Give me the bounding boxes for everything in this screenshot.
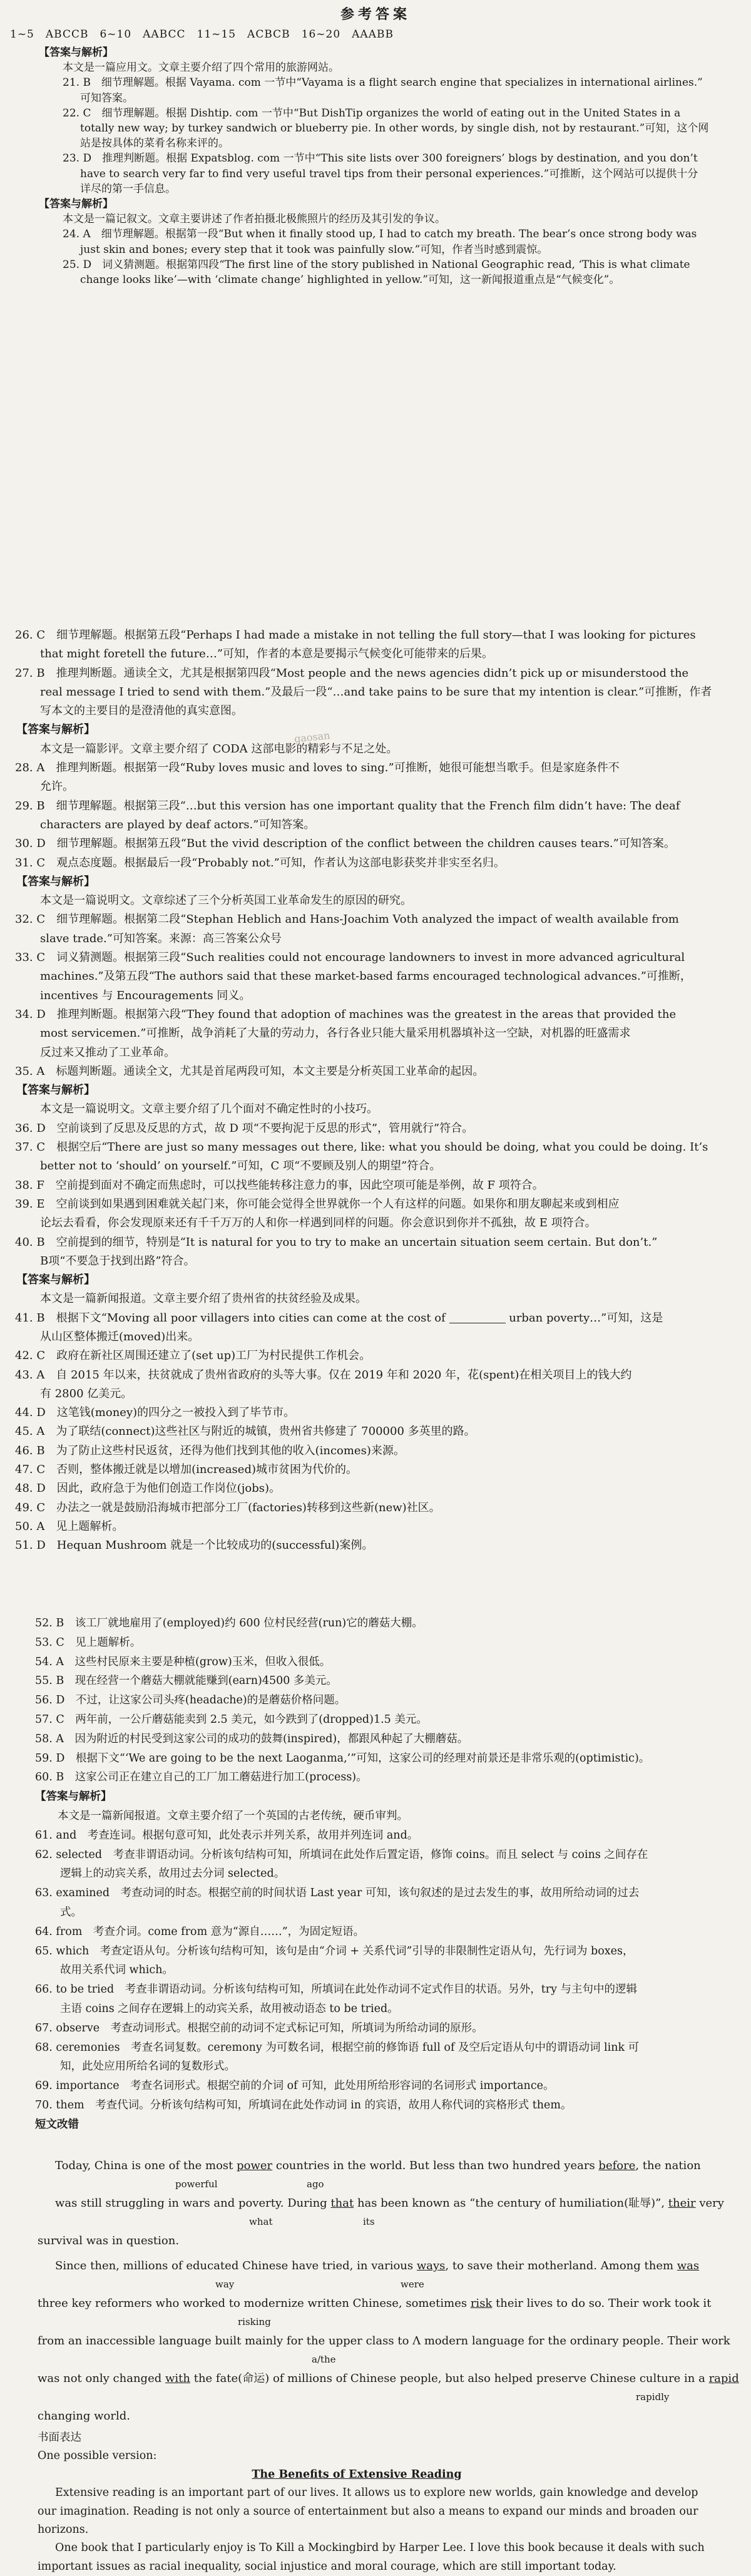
underlined-word: risk <box>470 2297 493 2310</box>
correction-line: survival was in question. <box>38 2234 180 2247</box>
answer-item: 34. D 推理判断题。根据第六段“They found that adoption of machines was the greatest in the areas that provided the <box>15 1007 677 1021</box>
section-grammar <box>0 1614 751 2135</box>
writing-heading: 书面表达 <box>38 2431 81 2444</box>
answer-continuation: characters are played by deaf actors.”可知答案。 <box>40 818 315 831</box>
correction-line: changing world. <box>38 2409 130 2423</box>
answer-continuation: 主语 coins 之间存在逻辑上的动宾关系，故用被动语态 to be tried。 <box>60 2002 399 2015</box>
correction-marks <box>0 2178 751 2191</box>
correction-word: way <box>215 2279 235 2290</box>
answer-item: 46. B 为了防止这些村民返贫，还得为他们找到其他的收入(incomes)来源。 <box>15 1444 405 1457</box>
correction-word: powerful <box>175 2178 218 2190</box>
answer-continuation: 故用关系代词 which。 <box>60 1964 173 1977</box>
correction-marks <box>0 2216 751 2229</box>
answer-item: 23. D 推理判断题。根据 Expatsblog. com 一节中“This site lists over 300 foreigners’ blogs by destination, and you don’t <box>63 152 698 165</box>
section-label: 【答案与解析】 <box>39 46 113 59</box>
answer-continuation: slave trade.”可知答案。来源：高三答案公众号 <box>40 931 282 945</box>
answer-continuation: most servicemen.”可推断，战争消耗了大量的劳动力，各行各业只能大量采用机器填补这一空缺，对机器的旺盛需求 <box>40 1027 631 1040</box>
answer-continuation: better not to ‘should’ on yourself.”可知，C 项“不要顾及别人的期望”符合。 <box>40 1159 441 1173</box>
answer-continuation: 从山区整体搬迁(moved)出来。 <box>40 1330 200 1343</box>
underlined-word: their <box>668 2197 696 2210</box>
answer-item: 26. C 细节理解题。根据第五段“Perhaps I had made a mistake in not telling the full story—that I was looking for pictures <box>15 629 696 642</box>
answer-item: 61. and 考查连词。根据句意可知，此处表示并列关系，故用并列连词 and。 <box>35 1829 419 1842</box>
answer-item: 70. them 考查代词。分析该句结构可知，所填词在此处作动词 in 的宾语，故用人称代词的宾格形式 them。 <box>35 2098 572 2112</box>
answer-continuation: just skin and bones; every step that it took was painfully slow.”可知，作者当时感到震惊。 <box>80 243 548 256</box>
answer-continuation: real message I tried to send with them.”及最后一段“…and take pains to be sure that my intention is clear.”可推断，作者 <box>40 685 712 699</box>
answer-item: 31. C 观点态度题。根据最后一段“Probably not.”可知，作者认为这部电影获奖并非实至名归。 <box>15 856 505 870</box>
answer-continuation: machines.”及第五段“The authors said that these market-based farms encouraged technological advances.”可推断， <box>40 970 692 983</box>
answer-item: 43. A 自 2015 年以来，扶贫就成了贵州省政府的头等大事。仅在 2019 年和 2020 年，花(spent)在相关项目上的钱大约 <box>15 1368 632 1382</box>
answer-continuation: incentives 与 Encouragements 同义。 <box>40 988 251 1002</box>
correction-word: rapidly <box>636 2391 670 2403</box>
answer-item: 47. C 否则，整体搬迁就是以增加(increased)城市贫困为代价的。 <box>15 1463 357 1477</box>
correction-marks <box>0 2354 751 2366</box>
correction-line: was not only changed with the fate(命运) of millions of Chinese people, but also helped preserve Chinese culture in a rapid <box>38 2372 739 2385</box>
answer-continuation: change looks like’—with ‘climate change’ highlighted in yellow.”可知，这一新闻报道重点是“气候变化”。 <box>80 274 620 287</box>
answer-item: 58. A 因为附近的村民受到这家公司的成功的鼓舞(inspired)，都跟风种起了大棚蘑菇。 <box>35 1732 469 1745</box>
answer-item: 50. A 见上题解析。 <box>15 1519 124 1533</box>
correction-word: were <box>401 2279 424 2290</box>
section-label: 【答案与解析】 <box>35 1790 112 1804</box>
page-title: 参考答案 <box>340 6 411 23</box>
answer-item: 29. B 细节理解题。根据第三段“…but this version has one important quality that the French film didn’t have: The deaf <box>15 799 680 813</box>
answer-item: 56. D 不过，让这家公司头疼(headache)的是蘑菇价格问题。 <box>35 1694 346 1707</box>
writing-version-label: One possible version: <box>38 2450 157 2463</box>
answer-continuation: have to search very far to find very useful travel tips from their personal experiences.”可推断，这个网站可以提供十分 <box>80 167 698 180</box>
answer-continuation: that might foretell the future…”可知，作者的本意是要揭示气候变化可能带来的后果。 <box>40 647 494 661</box>
answer-continuation: 知，此处应用所给名词的复数形式。 <box>60 2060 235 2073</box>
answer-continuation: 逻辑上的动宾关系，故用过去分词 selected。 <box>60 1867 285 1881</box>
section-error-correction-and-writing <box>0 2153 751 2576</box>
correction-marks <box>0 2316 751 2329</box>
section-label: 【答案与解析】 <box>16 1084 95 1097</box>
answer-item: 52. B 该工厂就地雇用了(employed)约 600 位村民经营(run)它的蘑菇大棚。 <box>35 1617 423 1629</box>
passage-summary: 本文是一篇说明文。文章综述了三个分析英国工业革命发生的原因的研究。 <box>40 894 412 908</box>
answer-item: 65. which 考查定语从句。分析该句结构可知，该句是由“介词 + 关系代词”引导的非限制性定语从句，先行词为 boxes， <box>35 1944 634 1958</box>
correction-word: a/the <box>312 2354 336 2365</box>
answer-item: 48. D 因此，政府急于为他们创造工作岗位(jobs)。 <box>15 1482 280 1496</box>
passage-summary: 本文是一篇新闻报道。文章主要介绍了贵州省的扶贫经验及成果。 <box>40 1292 367 1306</box>
underlined-word: before <box>598 2159 636 2172</box>
answer-item: 38. F 空前提到面对不确定而焦虑时，可以找些能转移注意力的事，因此空项可能是举例，故 F 项符合。 <box>15 1178 544 1192</box>
answer-item: 51. D Hequan Mushroom 就是一个比较成功的(successful)案例。 <box>15 1539 374 1552</box>
answer-item: 55. B 现在经营一个蘑菇大棚就能赚到(earn)4500 多美元。 <box>35 1675 337 1688</box>
watermark-text: gaosan <box>294 729 331 745</box>
passage-summary: 本文是一篇影评。文章主要介绍了 CODA 这部电影的精彩与不足之处。 <box>40 742 398 756</box>
correction-word: risking <box>238 2316 271 2327</box>
correction-line: Today, China is one of the most power countries in the world. But less than two hundred years before, the nation <box>55 2159 701 2172</box>
correction-marks <box>0 2279 751 2291</box>
answer-item: 24. A 细节理解题。根据第一段“But when it finally stood up, I had to catch my breath. The bear’s once strong body was <box>63 228 697 241</box>
answer-continuation: 式。 <box>60 1906 82 1919</box>
answer-item: 32. C 细节理解题。根据第二段“Stephan Heblich and Hans-Joachim Voth analyzed the impact of wealth available from <box>15 913 679 926</box>
answer-item: 66. to be tried 考查非谓语动词。分析该句结构可知，所填词在此处作动词不定式作目的状语。另外，try 与主句中的逻辑 <box>35 1983 638 1996</box>
essay-line: important issues as racial inequality, social injustice and moral courage, which are still important today. <box>38 2560 616 2573</box>
answer-item: 40. B 空前提到的细节，特别是“It is natural for you to try to make an uncertain situation seem certain. But don’t.” <box>15 1235 658 1249</box>
answer-item: 30. D 细节理解题。根据第五段“But the vivid description of the conflict between the children causes tears.”可知答案。 <box>15 837 675 851</box>
answer-item: 57. C 两年前，一公斤蘑菇能卖到 2.5 美元，如今跌到了(dropped)1.5 美元。 <box>35 1713 427 1726</box>
answer-continuation: 有 2800 亿美元。 <box>40 1387 133 1400</box>
correction-line: from an inaccessible language built mainly for the upper class to Λ modern language for the ordinary people. Their work <box>38 2334 730 2348</box>
section-label: 【答案与解析】 <box>16 875 95 888</box>
answer-item: 45. A 为了联结(connect)这些社区与附近的城镇，贵州省共修建了 700000 多英里的路。 <box>15 1425 476 1439</box>
section-label: 短文改错 <box>35 2118 79 2131</box>
passage-summary: 本文是一篇新闻报道。文章主要介绍了一个英国的古老传统，硬币审判。 <box>58 1809 408 1822</box>
underlined-word: was <box>677 2259 700 2272</box>
section-label: 【答案与解析】 <box>16 723 95 737</box>
passage-summary: 本文是一篇记叙文。文章主要讲述了作者拍摄北极熊照片的经历及其引发的争议。 <box>63 213 446 226</box>
answer-item: 21. B 细节理解题。根据 Vayama. com 一节中“Vayama is a flight search engine that specializes in international airlines.” <box>63 76 703 90</box>
section-label: 【答案与解析】 <box>39 198 113 211</box>
answer-item: 22. C 细节理解题。根据 Dishtip. com 一节中“But DishTip organizes the world of eating out in the United States in a <box>63 106 681 120</box>
answer-continuation: totally new way; by turkey sandwich or blueberry pie. In other words, by single dish, not by restaurant.”可知，这个网 <box>80 122 709 135</box>
answer-item: 69. importance 考查名词形式。根据空前的介词 of 可知，此处用所给形容词的名词形式 importance。 <box>35 2080 554 2093</box>
passage-summary: 本文是一篇应用文。文章主要介绍了四个常用的旅游网站。 <box>63 61 339 74</box>
essay-line: horizons. <box>38 2523 89 2537</box>
answer-item: 67. observe 考查动词形式。根据空前的动词不定式标记可知，所填词为所给动词的原形。 <box>35 2021 483 2035</box>
answer-item: 59. D 根据下文“‘We are going to be the next Laoganma,’”可知，这家公司的经理对前景还是非常乐观的(optimistic)。 <box>35 1752 650 1765</box>
underlined-word: rapid <box>708 2372 739 2385</box>
answer-continuation: 可知答案。 <box>80 91 133 105</box>
answer-continuation: 反过来又推动了工业革命。 <box>40 1045 175 1059</box>
answer-continuation: B项“不要急于找到出路”符合。 <box>40 1254 195 1268</box>
correction-word: ago <box>307 2178 324 2190</box>
answer-item: 53. C 见上题解析。 <box>35 1636 141 1649</box>
underlined-word: power <box>237 2159 273 2172</box>
essay-title: The Benefits of Extensive Reading <box>252 2468 462 2481</box>
section-reading-part1 <box>0 45 751 287</box>
answer-continuation: 写本文的主要目的是澄清他的真实意图。 <box>40 704 243 718</box>
section-label: 【答案与解析】 <box>16 1273 95 1287</box>
correction-line: Since then, millions of educated Chinese have tried, in various ways, to save their motherland. Among them was <box>55 2259 700 2272</box>
essay-line: our imagination. Reading is not only a source of entertainment but also a means to expand our minds and broaden our <box>38 2505 698 2518</box>
answer-item: 39. E 空前谈到如果遇到困难就关起门来，你可能会觉得全世界就你一个人有这样的问题。如果你和朋友聊起来或到相应 <box>15 1197 620 1211</box>
answer-item: 63. examined 考查动词的时态。根据空前的时间状语 Last year 可知，该句叙述的是过去发生的事，故用所给动词的过去 <box>35 1887 640 1900</box>
answer-item: 35. A 标题判断题。通读全文，尤其是首尾两段可知，本文主要是分析英国工业革命的起因。 <box>15 1064 484 1078</box>
answer-continuation: 论坛去看看，你会发现原来还有千千万万的人和你一样遇到同样的问题。你会意识到你并不孤独，故 E 项符合。 <box>40 1216 596 1230</box>
answer-item: 41. B 根据下文“Moving all poor villagers into cities can come at the cost of urban poverty…”可知，这是 <box>15 1311 663 1325</box>
answer-item: 68. ceremonies 考查名词复数。ceremony 为可数名词，根据空前的修饰语 full of 及空后定语从句中的谓语动词 link 可 <box>35 2041 640 2054</box>
answer-continuation: 详尽的第一手信息。 <box>80 182 176 195</box>
answer-item: 33. C 词义猜测题。根据第三段“Such realities could not encourage landowners to invest in more advanced agricultural <box>15 951 685 965</box>
answer-item: 37. C 根据空后“There are just so many messages out there, like: what you should be doing, what you could be doing. It’s <box>15 1141 708 1154</box>
underlined-word: that <box>330 2197 354 2210</box>
correction-word: what <box>249 2216 273 2227</box>
answer-item: 54. A 这些村民原来主要是种植(grow)玉米，但收入很低。 <box>35 1655 331 1668</box>
correction-line: was still struggling in wars and poverty. During that has been known as “the century of humiliation(耻辱)”, their very <box>55 2197 724 2210</box>
choice-answer-key: 1~5 ABCCB 6~10 AABCC 11~15 ACBCB 16~20 AAABB <box>10 28 394 41</box>
answer-continuation: 站是按具体的菜肴名称来评的。 <box>80 137 229 150</box>
answer-item: 42. C 政府在新社区周围还建立了(set up)工厂为村民提供工作机会。 <box>15 1349 371 1363</box>
answer-item: 25. D 词义猜测题。根据第四段“The first line of the story published in National Geographic read, ‘This is what climate <box>63 258 690 271</box>
essay-line: One book that I particularly enjoy is To Kill a Mockingbird by Harper Lee. I love this book because it deals with such <box>55 2542 705 2555</box>
blank-gap <box>449 1311 506 1323</box>
essay-line: Extensive reading is an important part of our lives. It allows us to explore new worlds, gain knowledge and develop <box>55 2486 698 2500</box>
underlined-word: ways <box>416 2259 446 2272</box>
answer-item: 60. B 这家公司正在建立自己的工厂加工蘑菇进行加工(process)。 <box>35 1771 367 1784</box>
answer-item: 64. from 考查介词。come from 意为“源自……”，为固定短语。 <box>35 1925 365 1938</box>
correction-word: its <box>363 2216 375 2227</box>
correction-marks <box>0 2391 751 2404</box>
answer-item: 49. C 办法之一就是鼓励沿海城市把部分工厂(factories)转移到这些新(new)社区。 <box>15 1501 441 1514</box>
section-reading-part2 <box>0 626 751 1556</box>
answer-item: 36. D 空前谈到了反思及反思的方式，故 D 项“不要拘泥于反思的形式”，管用就行”符合。 <box>15 1121 474 1135</box>
answer-item: 44. D 这笔钱(money)的四分之一被投入到了毕节市。 <box>15 1406 295 1420</box>
answer-item: 28. A 推理判断题。根据第一段“Ruby loves music and loves to sing.”可推断，她很可能想当歌手。但是家庭条件不 <box>15 761 620 775</box>
underlined-word: with <box>165 2372 190 2385</box>
answer-item: 62. selected 考查非谓语动词。分析该句结构可知，所填词在此处作后置定语，修饰 coins。而且 select 与 coins 之间存在 <box>35 1848 648 1861</box>
passage-summary: 本文是一篇说明文。文章主要介绍了几个面对不确定性时的小技巧。 <box>40 1102 378 1116</box>
answer-item: 27. B 推理判断题。通读全文，尤其是根据第四段“Most people and the news agencies didn’t pick up or misunderstood the <box>15 666 689 680</box>
answer-continuation: 允许。 <box>40 780 74 794</box>
correction-line: three key reformers who worked to modernize written Chinese, sometimes risk their lives to do so. Their work took it <box>38 2297 712 2310</box>
